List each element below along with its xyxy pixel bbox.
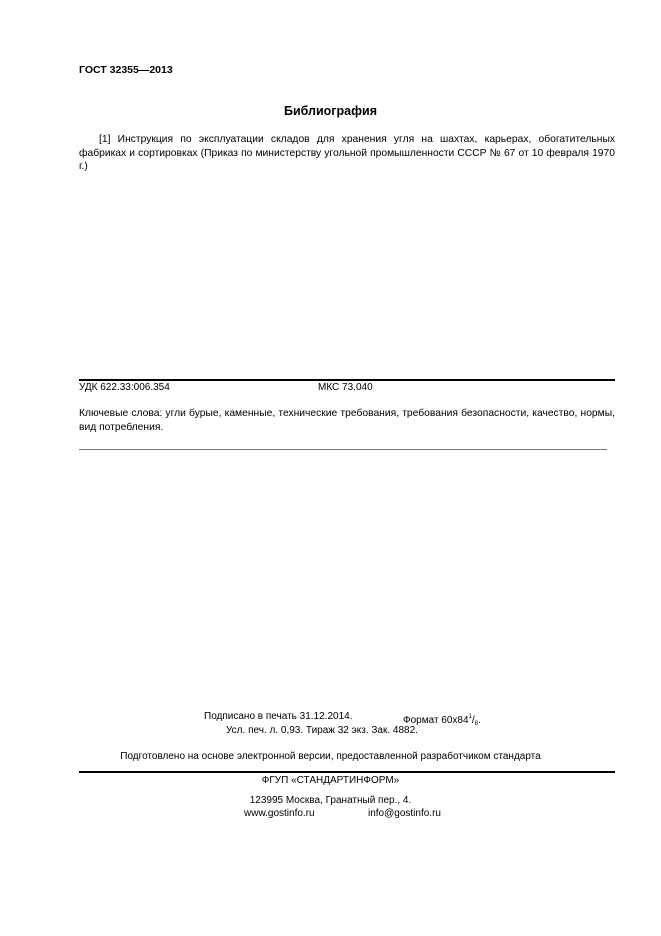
print-info: Усл. печ. л. 0,93. Тираж 32 экз. Зак. 4882. xyxy=(226,725,418,736)
keywords-divider xyxy=(79,449,607,450)
udk-code: УДК 622.33:006.354 xyxy=(79,382,170,393)
top-divider xyxy=(79,379,615,381)
publisher-email-link[interactable]: info@gostinfo.ru xyxy=(368,808,441,819)
bibliography-title: Библиография xyxy=(283,104,378,118)
publisher-website-link[interactable]: www.gostinfo.ru xyxy=(244,808,315,819)
keywords-text: Ключевые слова: угли бурые, каменные, технические требования, требования безопасности, качество, нормы, вид потребления. xyxy=(79,408,615,433)
publisher-address: 123995 Москва, Гранатный пер., 4. xyxy=(249,795,412,806)
format-denominator: 8 xyxy=(474,721,479,727)
signed-for-print: Подписано в печать 31.12.2014. xyxy=(204,711,353,722)
bottom-divider xyxy=(79,771,615,773)
format-numerator: 1 xyxy=(468,714,472,720)
mks-code: МКС 73.040 xyxy=(318,382,373,393)
standard-code: ГОСТ 32355—2013 xyxy=(79,64,173,76)
prepared-note: Подготовлено на основе электронной версии, предоставленной разработчиком стандарта xyxy=(120,751,541,762)
format-prefix: Формат 60x84 xyxy=(403,715,469,726)
paper-format: Формат $60x84^1/_8$. xyxy=(403,714,481,727)
publisher-name: ФГУП «СТАНДАРТИНФОРМ» xyxy=(261,775,400,786)
bibliography-entry: [1] Инструкция по эксплуатации складов для хранения угля на шахтах, карьерах, обогатительных фабриках и сортировках (Приказ по министерству угольной промышленности СССР № 67 от 10 февраля 1970 г.) xyxy=(79,134,615,172)
format-suffix: . xyxy=(478,715,481,726)
